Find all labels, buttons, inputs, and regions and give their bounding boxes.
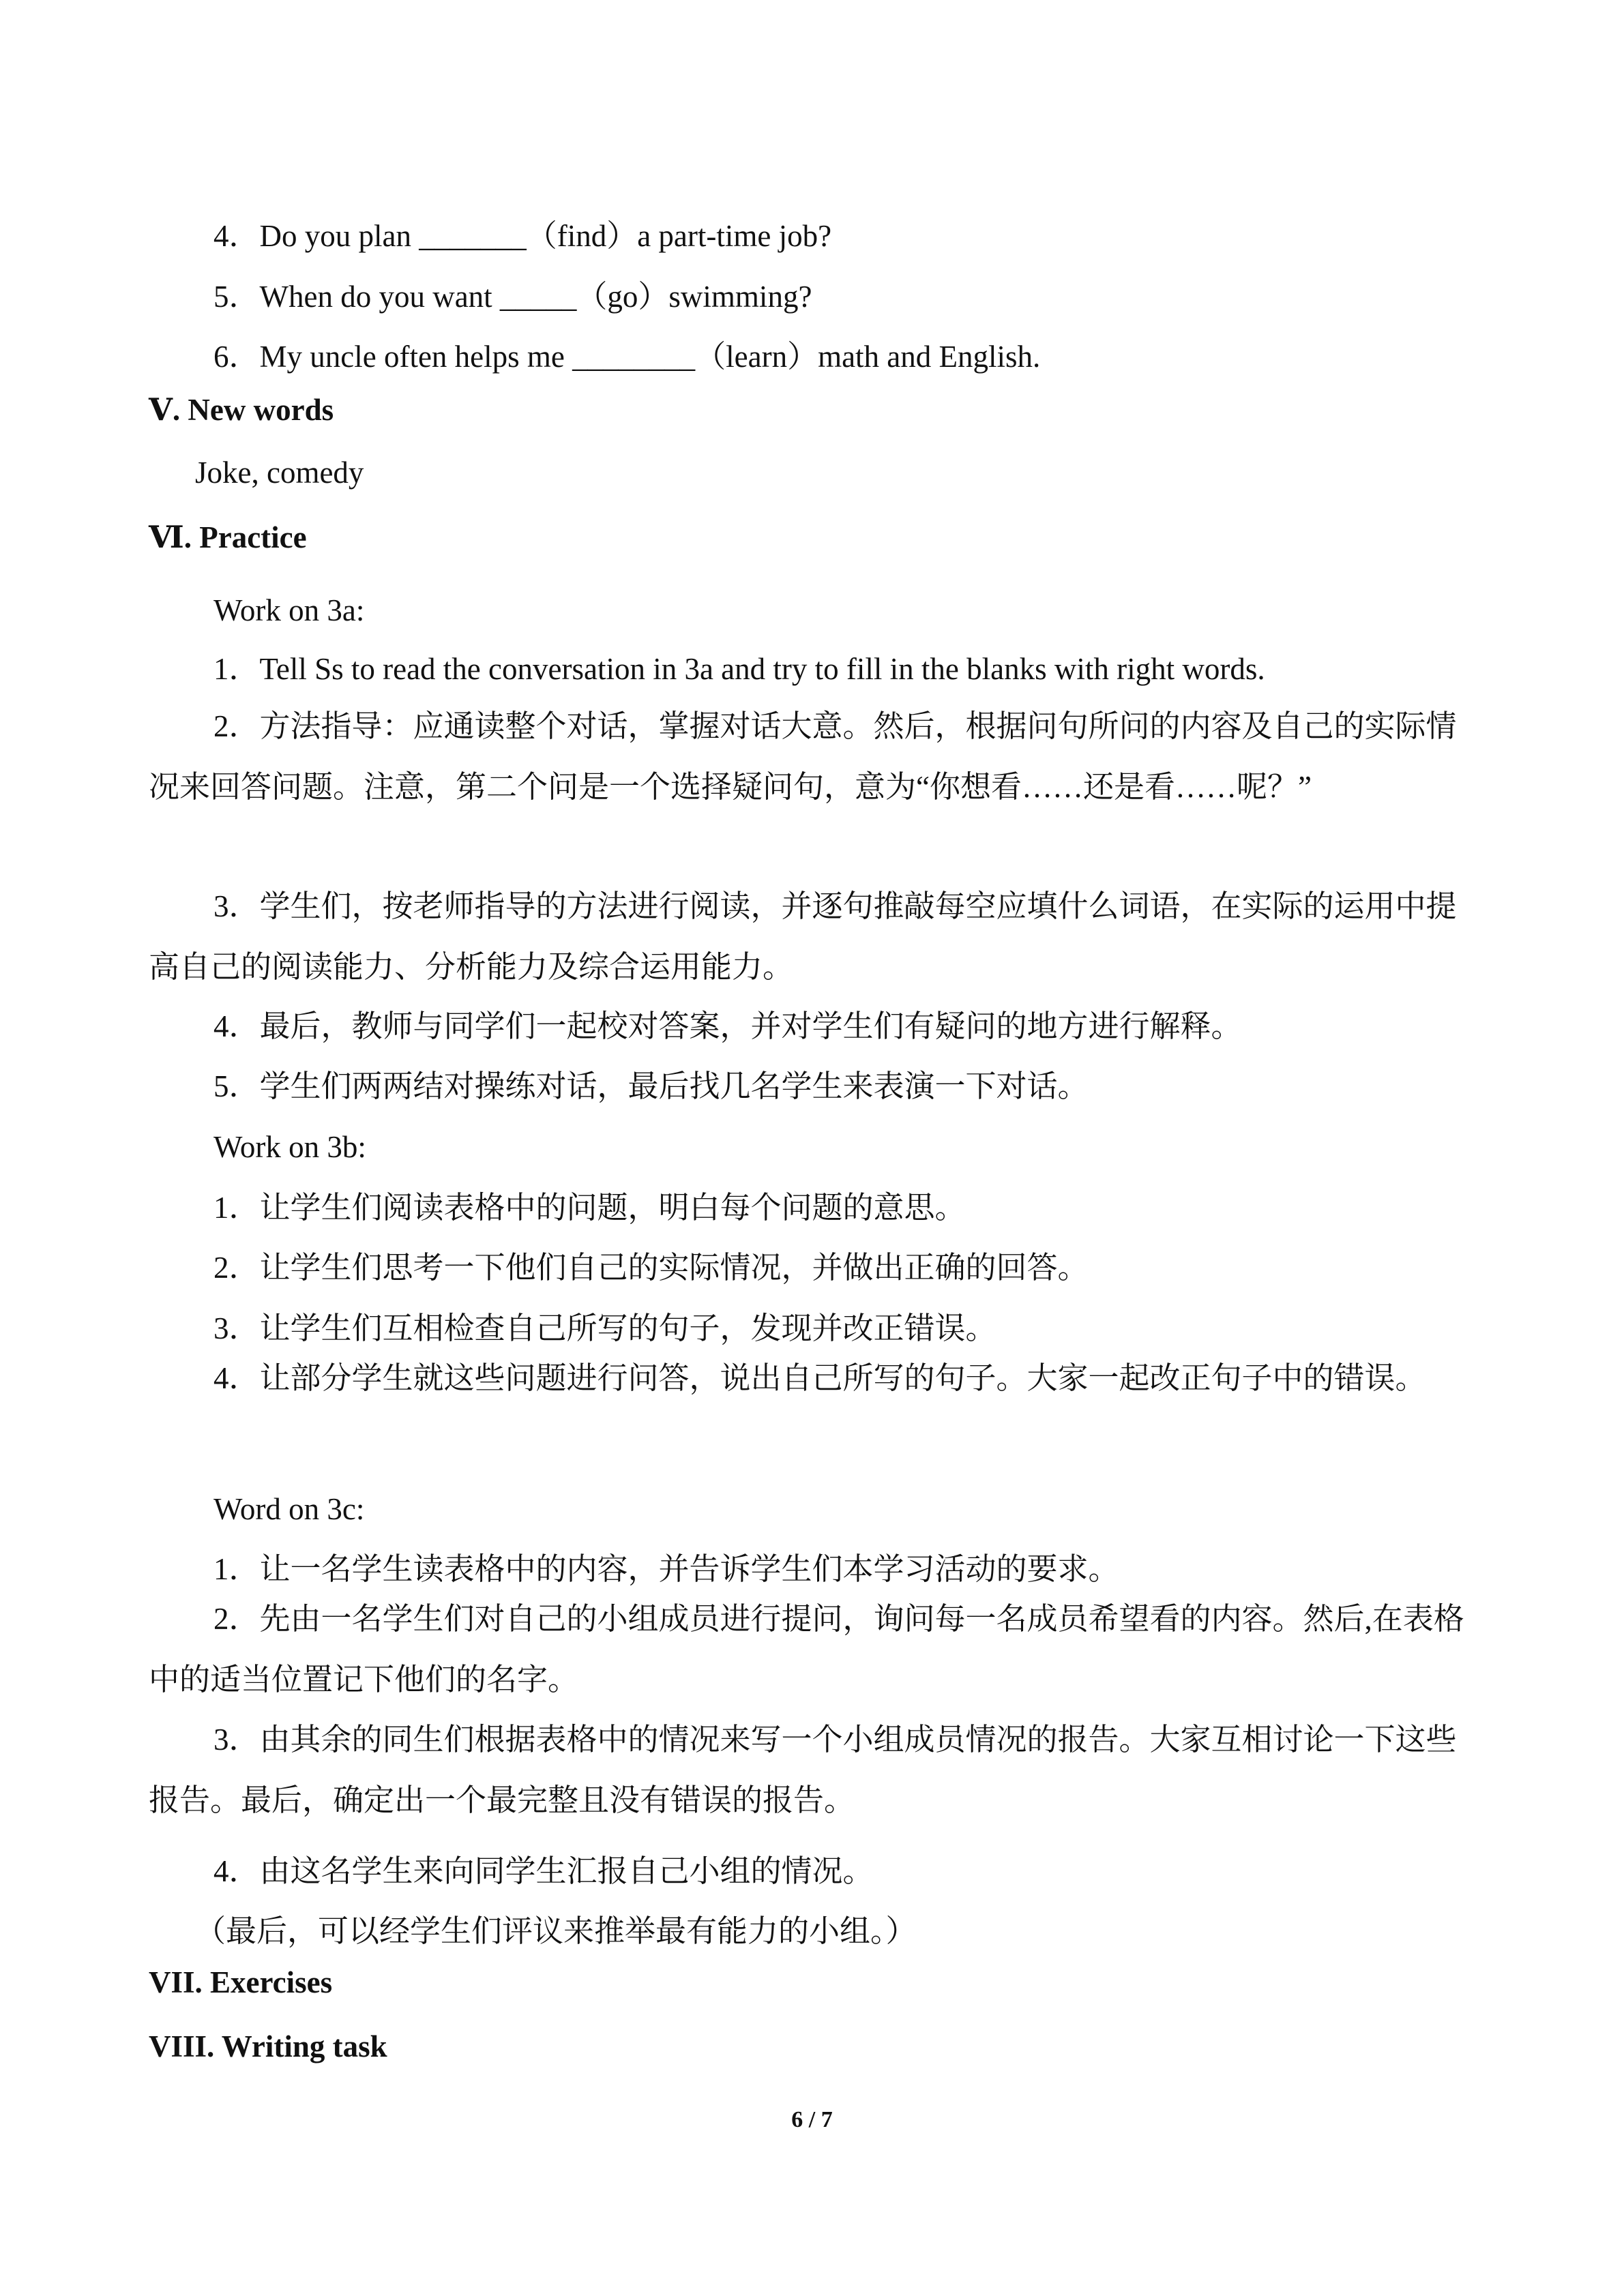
section-vi-heading: Ⅵ. Practice xyxy=(149,520,307,554)
work-3a-p1: 1．Tell Ss to read the conversation in 3a and try to fill in the blanks with right words. xyxy=(213,652,1265,686)
exercise-item-5: 5．When do you want _____（go）swimming? xyxy=(213,280,812,314)
work-3c-note: （最后，可以经学生们评议来推举最有能力的小组。） xyxy=(195,1914,917,1948)
section-viii-heading: VIII. Writing task xyxy=(149,2029,387,2063)
page-number: 6 / 7 xyxy=(791,2107,833,2132)
section-vii-heading: VII. Exercises xyxy=(149,1965,333,1999)
work-3b-p4: 4．让部分学生就这些问题进行问答，说出自己所写的句子。大家一起改正句子中的错误。 xyxy=(213,1361,1426,1395)
exercise-item-6: 6．My uncle often helps me ________（learn）math and English. xyxy=(213,340,1041,374)
work-3c-p1: 1．让一名学生读表格中的内容，并告诉学生们本学习活动的要求。 xyxy=(213,1552,1119,1586)
work-3b-p3: 3．让学生们互相检查自己所写的句子，发现并改正错误。 xyxy=(213,1311,996,1345)
work-3a-title: Work on 3a: xyxy=(213,593,365,627)
exercise-item-4: 4．Do you plan _______（find）a part-time job? xyxy=(213,219,832,253)
work-3b-p2: 2．让学生们思考一下他们自己的实际情况，并做出正确的回答。 xyxy=(213,1251,1089,1285)
work-3b-title: Work on 3b: xyxy=(213,1130,366,1164)
work-3c-p2: 2．先由一名学生们对自己的小组成员进行提问，询问每一名成员希望看的内容。然后,在表格中的适当位置记下他们的名字。 xyxy=(149,1602,1464,1697)
work-3c-p4: 4．由这名学生来向同学生汇报自己小组的情况。 xyxy=(213,1854,874,1888)
work-3b-p1: 1．让学生们阅读表格中的问题，明白每个问题的意思。 xyxy=(213,1191,966,1225)
new-words: Joke, comedy xyxy=(195,456,364,490)
work-3a-p5: 5．学生们两两结对操练对话，最后找几名学生来表演一下对话。 xyxy=(213,1069,1089,1103)
work-3a-p3: 3．学生们，按老师指导的方法进行阅读，并逐句推敲每空应填什么词语，在实际的运用中提高自己的阅读能力、分析能力及综合运用能力。 xyxy=(149,889,1457,984)
section-v-heading: Ⅴ. New words xyxy=(149,393,334,427)
work-3c-p3: 3．由其余的同生们根据表格中的情况来写一个小组成员情况的报告。大家互相讨论一下这些报告。最后，确定出一个最完整且没有错误的报告。 xyxy=(149,1723,1457,1817)
work-3a-p4: 4．最后，教师与同学们一起校对答案，并对学生们有疑问的地方进行解释。 xyxy=(213,1009,1242,1043)
work-3c-title: Word on 3c: xyxy=(213,1492,365,1526)
work-3a-p2: 2．方法指导：应通读整个对话，掌握对话大意。然后，根据问句所问的内容及自己的实际情况来回答问题。注意，第二个问是一个选择疑问句，意为“你想看……还是看……呢？” xyxy=(149,709,1457,804)
